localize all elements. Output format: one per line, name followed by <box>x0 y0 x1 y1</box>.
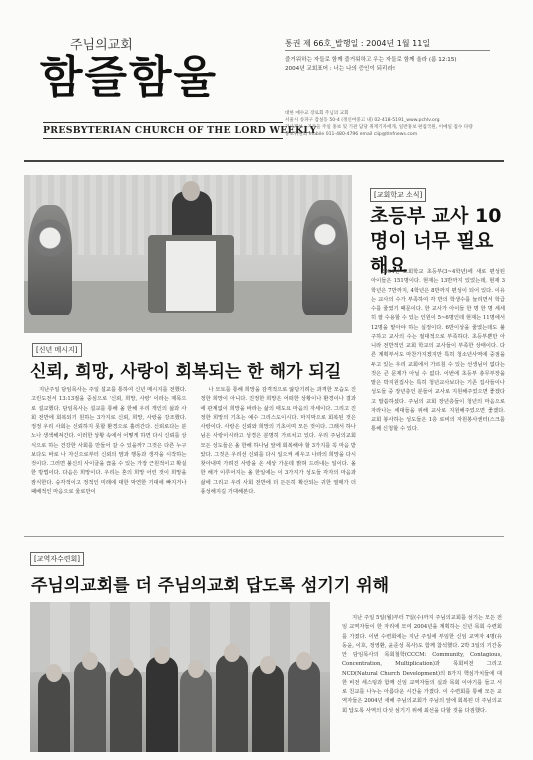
main-article-headline: 신뢰, 희망, 사랑이 회복되는 한 해가 되길 <box>30 362 342 382</box>
person-face <box>188 660 204 678</box>
person-figure <box>74 660 106 752</box>
english-name: PRESBYTERIAN CHURCH OF THE LORD WEEKLY <box>43 122 283 139</box>
person-figure <box>110 666 142 752</box>
motto-line: 2004년 교회표어 : 너는 나의 증인이 되리라! <box>285 66 396 72</box>
verse-block <box>285 56 495 74</box>
person-figure <box>216 654 248 752</box>
address-line: 대한 예수교 장로회 주님의 교회 <box>285 111 349 116</box>
person-face <box>260 656 276 674</box>
side-article-headline: 초등부 교사 10명이 너무 필요해요 <box>370 205 502 277</box>
church-name: 주님의교회 <box>70 38 133 53</box>
section-rule <box>24 536 504 537</box>
issue-info: 통권 제 66호_발행일 : 2004년 1월 11일 <box>285 39 431 48</box>
paper-title: 함즐함울 <box>40 52 219 103</box>
flowers-left <box>28 205 72 315</box>
person-figure <box>146 656 178 752</box>
bottom-article-body: 지난 주일 5일(월)부터 7일(수)까지 주님의교회를 섬기는 모든 전임 교역자들이 한 자리에 모여 2004년을 계획하는 신년 목회 수련회를 가졌다. 이번 수련회에는 지난 주일에 부임한 신임 교역자 4명(유동윤, 이호, 정영환, 윤준성 목사)도 함께 참석했다. 2박 3일의 기간동안 담임목사의 목회철학(CCCM: Community, Contagious, Concentration, Multiplication)과 목회비전 그리고 NCD(Natural Church Development)의 8가지 핵심가치들에 대한 비전 세스팅과 함께 신임 교역자들의 실과 목회 이야기를 들고 서로 친교를 나누는 아름다운 시간을 가졌다. 이 수련회를 통해 모든 교역자들은 2004년 새해 주님의교회가 주님의 앞에 회복된 더 주님의교회 답도록 사역의 다섯 섬기기 위해 최선을 다할 것을 다짐했다. <box>342 615 502 714</box>
main-article-paragraph: 지난주일 담임목사는 주일 설교를 통하여 신년 메시지를 전했다. 고린도전서 13:13절을 중심으로 '신뢰, 희망, 사랑' 이라는 제목으로 설교했다. 담임목사는 설교를 통해 올 한해 우리 개인의 삶과 사회 전반에 회복되기 원하는 3가지로 신뢰, 희망, 사랑을 강조했다. 정정 우리 사회는 신뢰하지 못할 환경으로 흘러간다. 신뢰로다는 분노나 생색해져간다. 이러한 상황 속에서 어떻게 하면 다시 신뢰를 상식으로 하는 건강한 사회를 만들어 갈 수 있을까? 그것은 다른 누구보다도 바로 나 자신으로부터 신뢰의 맘과 행동과 생각을 시작하는 것이다. 그러면 불신의 사이클을 끊을 수 있는 가장 근원적이고 확실한 방법이다. 다음은 희망이다. 우리는 혼의 희망 어린 것이 희망을 잠식한다. 숭각적이고 정적인 미래에 대한 막연한 기대에 빠지거나 패배적인 마음으로 울로만이 <box>31 387 187 495</box>
pulpit-front <box>166 241 216 311</box>
masthead-rule <box>24 160 504 162</box>
flowers-right <box>302 200 348 315</box>
main-article-tag: [신년 메시지] <box>32 343 82 357</box>
address-line: 서울시 송파구 잠실동 50-4 (정신여중고 내) 02-418-5191_www.pchlv.org <box>285 118 440 123</box>
person-face <box>154 646 170 664</box>
address-line: 기사제보 : 기자들 주일 홍보 및 기관 담당 취재기자에게, 일반홍보 편집국원, 이메일 접수 다량 <box>285 125 473 130</box>
person-figure <box>288 660 320 752</box>
address-line: 홍보위원회 mobile 011-480-4796 email clip@tlnfnews.com <box>285 132 418 137</box>
issue-rule <box>285 50 490 51</box>
person-figure <box>252 664 284 752</box>
verse-line: 즐거워하는 자들로 함께 즐거워하고 우는 자들로 함께 울라 (롬 12:15) <box>285 57 457 63</box>
person-face <box>224 644 240 662</box>
person-figure <box>38 672 70 752</box>
main-article-body <box>31 386 356 524</box>
person-face <box>82 652 98 670</box>
person-face <box>46 664 62 682</box>
group-photo <box>30 602 330 752</box>
bottom-article-headline: 주님의교회를 더 주님의교회 답도록 섬기기 위해 <box>31 576 390 596</box>
sermon-photo <box>24 175 352 333</box>
preacher-head <box>182 181 200 201</box>
person-face <box>118 658 134 676</box>
photo-building <box>30 602 330 672</box>
person-figure <box>180 668 212 752</box>
address-block <box>285 110 500 138</box>
bottom-article-tag: [교역자수련회] <box>30 552 84 566</box>
side-article-body: 2004년 교회학교 초등부(3~4학년)에 새로 편성된 아이들은 151명이다. 현재는 13반까지 있었는데, 현재 3학년은 7반까지, 4학년은 8반까지 편성이 되어 있다. 이유는 교사의 수가 부족하여 각 반의 학생수를 늘리면서 학급수를 줄였기 때문이다. 한 교사가 아이들 한 명 한 명 세세히 잘 수용할 수 있는 인원이 5~6명인데 현재는 11명에서 12명을 맡아야 하는 실정이다. 6반이상을 줄였는데도 불구하고 교사의 수는 절대적으로 부족하다. 초등부뿐만 아니라 전반적인 교회 학교의 교사들이 부족한 상태이다. 다른 계획부서도 마찬가지겠지만 특히 청소년사역에 중점을 두고 있는 우리 교회에서 가르침 수 있는 선생님이 없다는 것은 큰 문제가 아닐 수 없다. 이번에 초등부 총무부장을 맡은 박지원집사는 특히 청년교사보다는 기존 집사들이나 성도들 중 장년층인 분들이 교사로 지원해주었으면 좋겠다고 말씀하셨다. 주님의 교회 장년층들이 청년의 마음으로 자라나는 세대들을 위해 교사로 지원해주었으면 좋겠다. 교회 봉사하는 성도들은 1층 로비의 자원봉사센터(스크를 통해 신청할 수 있다. <box>371 269 505 433</box>
main-article-paragraph: 나 모토를 통해 희망을 감격적으로 앓당기려는 과격한 모습도 진정한 희망이 아니다. 진정한 희망은 어떠한 상황이나 환경이나 결과에 관계없이 희망을 바라는 삶의 태도요 마음의 자세이다. 그리고 진정한 희망의 기초는 예수 그리스도이시다. 마지막으로 회복된 것은 사랑이다. 사랑은 신뢰와 희망의 기초이며 모든 것이다. 그래서 하나님은 사랑이시라고 성경은 분명히 가르치고 있다. 우리 주님의교회 모든 성도들은 올 한해 하나님 앞에 회복해야 할 3가지를 꼭 마음 받았다. 그것은 우리선 신뢰를 다시 일으켜 세우고 나라의 희망을 다시 찾아내며 가려진 사랑을 온 세상 가운데 밝혀 드러내는 일이다. 올 한 해가 이루어지는 올 한일에는 이 3가지가 성도들 각자의 마음과 삶에 그리고 우리 사회 전반에 더 든든히 확산되는 귀한 열매가 더 풍성해지길 기대해본다. <box>200 387 356 495</box>
side-article-tag: [교회학교 소식] <box>370 188 426 202</box>
person-face <box>296 652 312 670</box>
